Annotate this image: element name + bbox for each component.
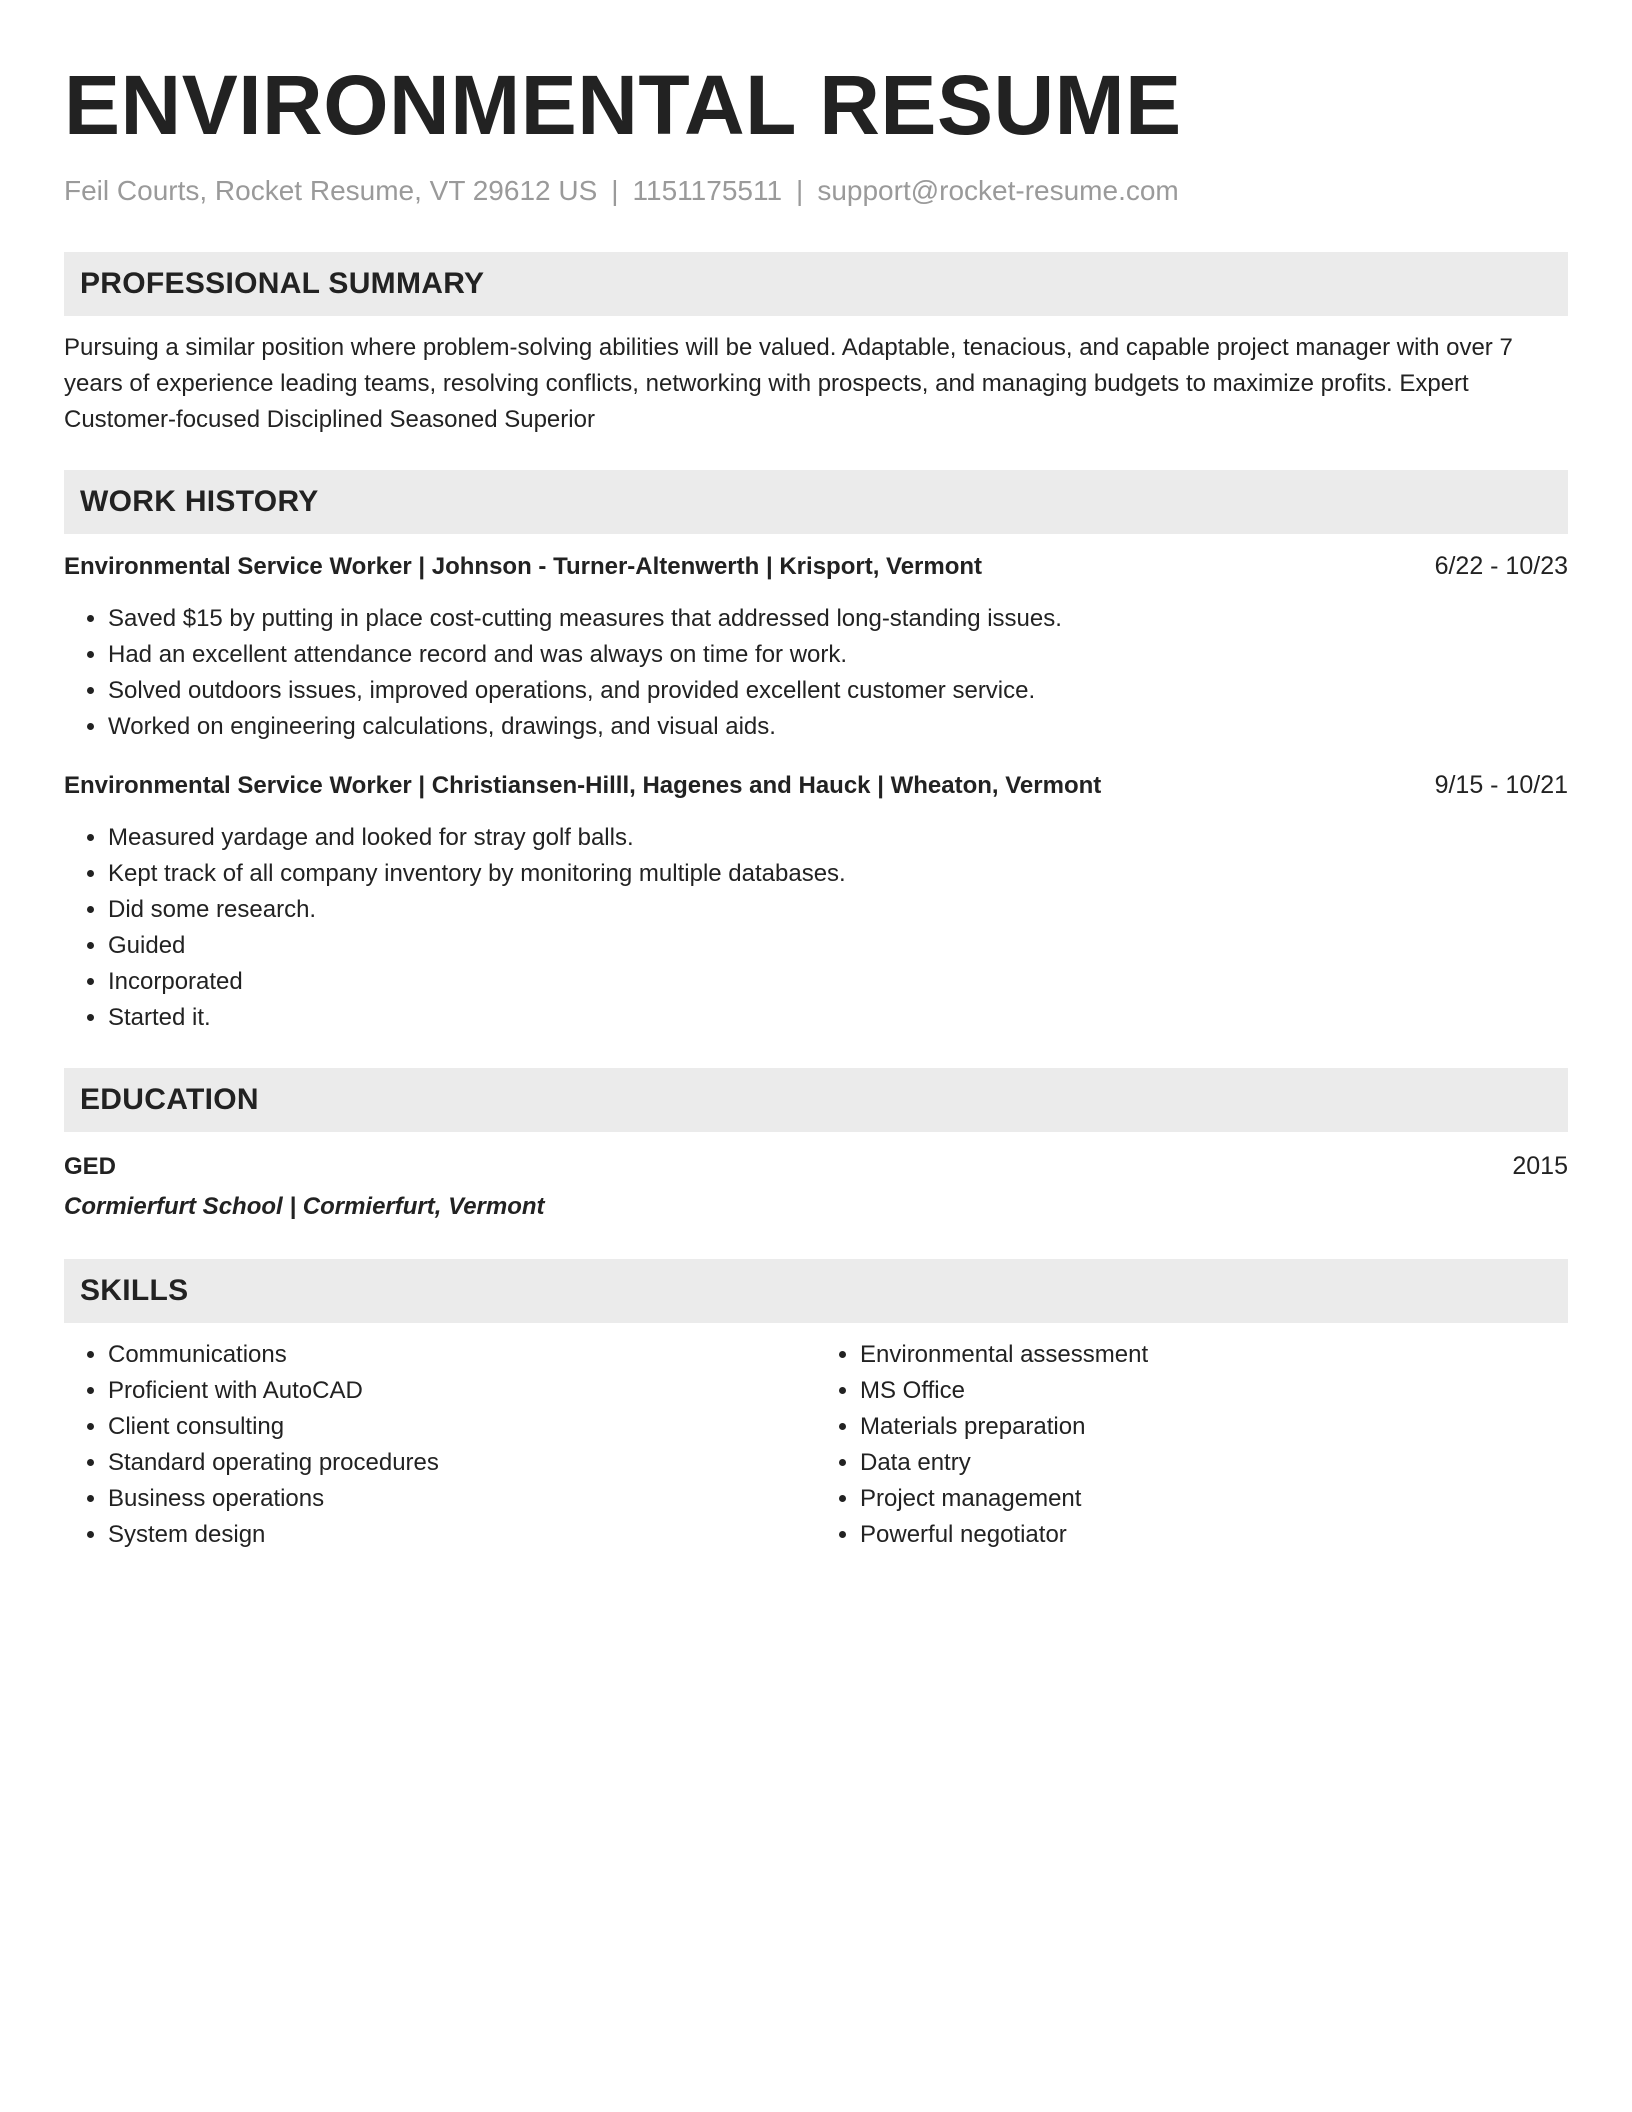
contact-email: support@rocket-resume.com <box>817 175 1179 206</box>
job-bullet: • Measured yardage and looked for stray golf balls. <box>108 820 1568 856</box>
skill-item: • Business operations <box>108 1481 816 1517</box>
skill-item: • Powerful negotiator <box>860 1517 1568 1553</box>
job-dates: 9/15 - 10/21 <box>1434 771 1568 799</box>
skill-item: • Materials preparation <box>860 1409 1568 1445</box>
job-dates: 6/22 - 10/23 <box>1434 552 1568 580</box>
job-bullet: • Incorporated <box>108 964 1568 1000</box>
job-bullet: • Guided <box>108 928 1568 964</box>
skill-item: • MS Office <box>860 1373 1568 1409</box>
skill-item: • Client consulting <box>108 1409 816 1445</box>
skill-item: • Standard operating procedures <box>108 1445 816 1481</box>
job-bullets <box>64 601 1568 745</box>
job-entry <box>64 767 1568 1036</box>
contact-address: Feil Courts, Rocket Resume, VT 29612 US <box>64 175 598 206</box>
skills-list <box>64 1337 816 1553</box>
section-header-education: EDUCATION <box>64 1068 1568 1132</box>
education-header <box>64 1148 1568 1185</box>
job-bullet: • Did some research. <box>108 892 1568 928</box>
job-bullet: • Saved $15 by putting in place cost-cutting measures that addressed long-standing issues. <box>108 601 1568 637</box>
job-bullet: • Had an excellent attendance record and was always on time for work. <box>108 637 1568 673</box>
education-year: 2015 <box>1512 1152 1568 1180</box>
contact-separator: | <box>796 175 804 206</box>
skills-list <box>816 1337 1568 1553</box>
job-header <box>64 767 1568 804</box>
education-degree: GED <box>64 1153 117 1180</box>
job-bullet: • Started it. <box>108 1000 1568 1036</box>
skills-column-left <box>64 1337 816 1553</box>
job-title-line: Environmental Service Worker | Christiansen-Hilll, Hagenes and Hauck | Wheaton, Vermont <box>64 772 1102 799</box>
skill-item: • Data entry <box>860 1445 1568 1481</box>
skills-grid <box>64 1337 1568 1553</box>
education-entry <box>64 1148 1568 1225</box>
skill-item: • Environmental assessment <box>860 1337 1568 1373</box>
job-entry <box>64 548 1568 745</box>
education-school: Cormierfurt School | Cormierfurt, Vermont <box>64 1193 545 1220</box>
skill-item: • Proficient with AutoCAD <box>108 1373 816 1409</box>
job-bullet: • Solved outdoors issues, improved operations, and provided excellent customer service. <box>108 673 1568 709</box>
job-bullet: • Worked on engineering calculations, drawings, and visual aids. <box>108 709 1568 745</box>
section-header-summary: PROFESSIONAL SUMMARY <box>64 252 1568 316</box>
contact-phone: 1151175511 <box>632 175 783 206</box>
skill-item: • Project management <box>860 1481 1568 1517</box>
contact-separator: | <box>611 175 619 206</box>
section-header-skills: SKILLS <box>64 1259 1568 1323</box>
skills-column-right <box>816 1337 1568 1553</box>
resume-title: ENVIRONMENTAL RESUME <box>64 58 1182 152</box>
skill-item: • System design <box>108 1517 816 1553</box>
section-header-work-history: WORK HISTORY <box>64 470 1568 534</box>
job-bullet: • Kept track of all company inventory by monitoring multiple databases. <box>108 856 1568 892</box>
job-bullets <box>64 820 1568 1036</box>
skill-item: • Communications <box>108 1337 816 1373</box>
contact-line <box>64 174 1568 208</box>
job-title-line: Environmental Service Worker | Johnson - Turner-Altenwerth | Krisport, Vermont <box>64 553 983 580</box>
summary-text: Pursuing a similar position where problem-solving abilities will be valued. Adaptable, tenacious, and capable project manager with over 7 years of experience leading teams, resolving conflicts, networking with prospects, and managing budgets to maximize profits. Expert Customer-focused Disciplined Seasoned Superior <box>64 334 1513 433</box>
job-header <box>64 548 1568 585</box>
